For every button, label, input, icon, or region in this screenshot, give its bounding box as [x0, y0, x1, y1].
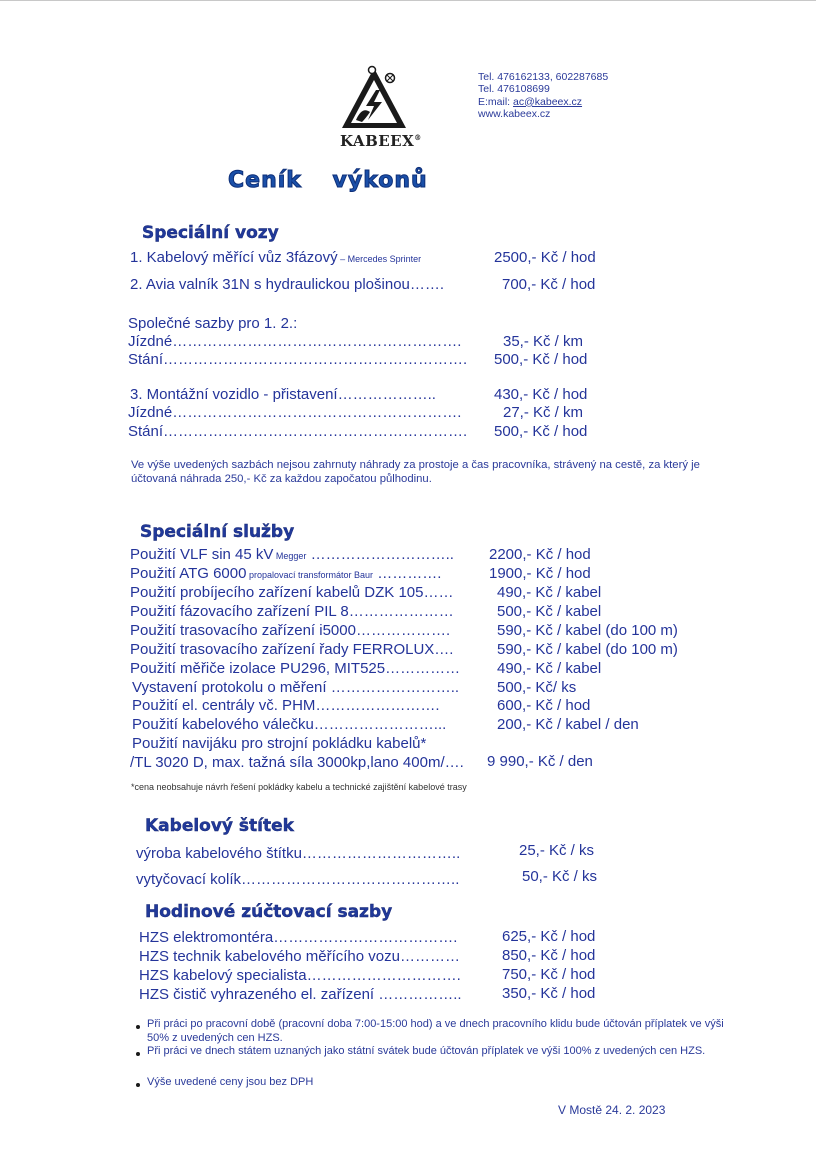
- row-stani-3: Stání…………………………………………………….: [128, 423, 468, 440]
- price-jizdne-1: 35,- Kč / km: [503, 333, 584, 350]
- price-protokol: 500,- Kč/ ks: [497, 679, 577, 696]
- row-izolace: Použití měřiče izolace PU296, MIT525……………: [130, 660, 461, 677]
- row-ferrolux: Použití trasovacího zařízení řady FERROLUX….: [130, 641, 454, 658]
- row-avia: 2. Avia valník 31N s hydraulickou plošinou…….: [130, 276, 445, 293]
- price-pil8: 500,- Kč / kabel: [497, 603, 602, 620]
- price-izolace: 490,- Kč / kabel: [497, 660, 602, 677]
- row-hzs-cistic: HZS čistič vyhrazeného el. zařízení ……………..: [139, 986, 462, 1003]
- price-stani-1: 500,- Kč / hod: [494, 351, 588, 368]
- price-stani-3: 500,- Kč / hod: [494, 423, 588, 440]
- brand-name: KABEEX®: [340, 132, 422, 150]
- row-hzs-elektromontera: HZS elektromontéra……………………………….: [139, 929, 458, 946]
- price-hzs-specialista: 750,- Kč / hod: [502, 966, 596, 983]
- bullet-vat: Výše uvedené ceny jsou bez DPH: [147, 1076, 314, 1088]
- price-hzs-elektromontera: 625,- Kč / hod: [502, 928, 596, 945]
- row-montazni: 3. Montážní vozidlo - přistavení………………..: [130, 386, 436, 403]
- heading-specialni-vozy: Speciální vozy: [142, 223, 279, 243]
- row-hzs-specialista: HZS kabelový specialista………………………….: [139, 967, 461, 984]
- price-jizdne-3: 27,- Kč / km: [503, 404, 584, 421]
- heading-hodinove-sazby: Hodinové zúčtovací sazby: [145, 902, 393, 922]
- price-valecek: 200,- Kč / kabel / den: [497, 716, 639, 733]
- bullet-dot: [136, 1025, 140, 1029]
- price-montazni: 430,- Kč / hod: [494, 386, 588, 403]
- heading-specialni-sluzby: Speciální služby: [140, 522, 295, 542]
- contact-tel2: Tel. 476108699: [478, 83, 550, 96]
- top-border: [0, 0, 816, 1]
- price-vlf: 2200,- Kč / hod: [489, 546, 591, 563]
- price-vytycovaci-kolik: 50,- Kč / ks: [522, 868, 598, 885]
- row-vlf: Použití VLF sin 45 kV Megger ………………………..: [130, 546, 454, 563]
- price-ferrolux: 590,- Kč / kabel (do 100 m): [497, 641, 678, 658]
- contact-web-link[interactable]: www.kabeex.cz: [478, 107, 551, 120]
- row-valecek: Použití kabelového válečku……………………...: [132, 716, 447, 733]
- page-title: Ceník výkonů: [228, 168, 428, 193]
- bullet-holiday: Při práci ve dnech státem uznaných jako státní svátek bude účtován příplatek ve výši 100% z uvedených cen HZS.: [147, 1045, 706, 1057]
- price-hzs-cistic: 350,- Kč / hod: [502, 985, 596, 1002]
- row-protokol: Vystavení protokolu o měření ……………………..: [132, 679, 460, 696]
- row-stani-1: Stání…………………………………………………….: [128, 351, 468, 368]
- price-merici-vuz: 2500,- Kč / hod: [494, 249, 596, 266]
- price-centraly: 600,- Kč / hod: [497, 697, 591, 714]
- bullet-dot: [136, 1083, 140, 1087]
- row-navijak-2: /TL 3020 D, max. tažná síla 3000kp,lano 400m/….: [130, 754, 464, 771]
- price-avia: 700,- Kč / hod: [502, 276, 596, 293]
- bullet-overtime: Při práci po pracovní době (pracovní doba 7:00-15:00 hod) a ve dnech pracovního klidu bude účtován příplatek ve výši 50% z uvedených cen HZS.: [147, 1018, 724, 1044]
- row-vytycovaci-kolik: vytyčovací kolík……………………………………..: [136, 871, 460, 888]
- row-jizdne-3: Jízdné………………………………………………….: [128, 404, 462, 421]
- contact-email-line: E:mail: ac@kabeex.cz: [478, 95, 583, 108]
- row-i5000: Použití trasovacího zařízení i5000……………….: [130, 622, 451, 639]
- bullet-dot: [136, 1052, 140, 1056]
- common-rates-label: Společné sazby pro 1. 2.:: [128, 315, 298, 332]
- row-jizdne-1: Jízdné………………………………………………….: [128, 333, 462, 350]
- row-pil8: Použití fázovacího zařízení PIL 8…………………: [130, 603, 454, 620]
- row-centraly: Použití el. centrály vč. PHM…………………….: [132, 697, 440, 714]
- price-dzk: 490,- Kč / kabel: [497, 584, 602, 601]
- row-hzs-technik: HZS technik kabelového měřícího vozu…………: [139, 948, 460, 965]
- row-atg: Použití ATG 6000 propalovací transformátor Baur ………….: [130, 565, 442, 582]
- contact-block: [478, 71, 608, 120]
- document-date: V Mostě 24. 2. 2023: [558, 1103, 666, 1117]
- price-atg: 1900,- Kč / hod: [489, 565, 591, 582]
- price-hzs-technik: 850,- Kč / hod: [502, 947, 596, 964]
- contact-email-link[interactable]: ac@kabeex.cz: [513, 95, 583, 108]
- navijak-footnote: *cena neobsahuje návrh řešení pokládky kabelu a technické zajištění kabelové trasy: [131, 782, 467, 792]
- heading-kabelovy-stitek: Kabelový štítek: [145, 816, 294, 836]
- row-merici-vuz: 1. Kabelový měřící vůz 3fázový – Mercedes Sprinter: [130, 249, 422, 266]
- row-navijak-1: Použití navijáku pro strojní pokládku kabelů*: [132, 735, 427, 752]
- row-vyroba-stitku: výroba kabelového štítku…………………………..: [136, 845, 461, 862]
- price-navijak: 9 990,- Kč / den: [487, 753, 593, 770]
- price-i5000: 590,- Kč / kabel (do 100 m): [497, 622, 678, 639]
- row-dzk: Použití probíjecího zařízení kabelů DZK 105……: [130, 584, 454, 601]
- vozy-note: Ve výše uvedených sazbách nejsou zahrnuty náhrady za prostoje a čas pracovníka, strávený na cestě, za který je účtovaná náhrada 250,- Kč za každou započatou půlhodinu.: [131, 459, 700, 485]
- price-vyroba-stitku: 25,- Kč / ks: [519, 842, 595, 859]
- contact-tel1: Tel. 476162133, 602287685: [478, 71, 609, 83]
